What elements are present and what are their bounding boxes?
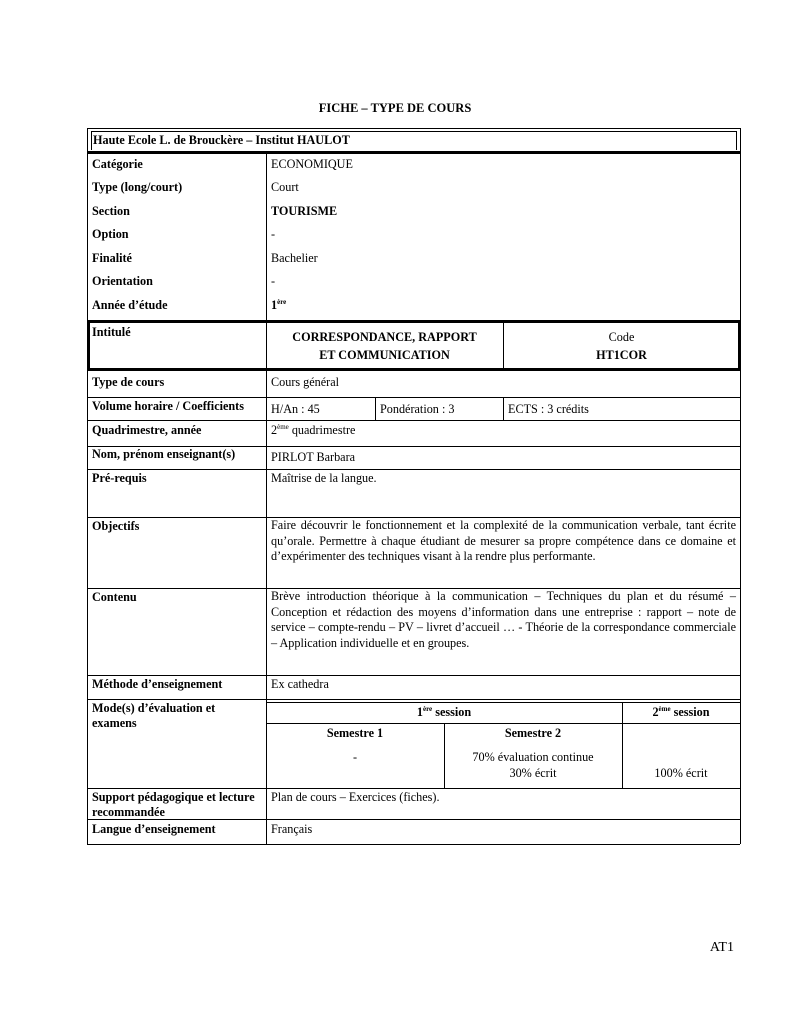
volume-ects: ECTS : 3 crédits — [508, 402, 589, 416]
annee-value: 1ère — [271, 297, 287, 312]
categorie-value: ECONOMIQUE — [271, 157, 353, 171]
institution-name: Haute Ecole L. de Brouckère – Institut HAULOT — [93, 133, 350, 147]
evaluation-label: Mode(s) d’évaluation et examens — [92, 701, 216, 730]
prerequis-value: Maîtrise de la langue. — [271, 471, 377, 485]
table-bottom-border — [87, 844, 740, 845]
table-top-border — [87, 128, 740, 129]
code-label: Code — [608, 330, 635, 344]
contenu-value: Brève introduction théorique à la communication – Techniques du plan et du résumé – Conception et rédaction des moyens d’information dans une entreprise : rapport – note de service – compte-rendu – PV – livret d’accueil … - Théorie de la correspondance commerciale – Application individuelle et en groupes. — [271, 589, 736, 650]
type-cours-value: Cours général — [271, 375, 340, 389]
categorie-label: Catégorie — [92, 157, 143, 171]
semestre2-header: Semestre 2 — [504, 726, 562, 740]
orientation-value: - — [271, 274, 276, 288]
document-title: FICHE – TYPE DE COURS — [318, 101, 472, 115]
option-value: - — [271, 227, 276, 241]
intitule-line2: ET COMMUNICATION — [319, 348, 450, 362]
semestre2-value-line1: 70% évaluation continue — [472, 750, 594, 764]
section-label: Section — [92, 204, 130, 218]
session2-header: 2ème session — [652, 704, 710, 719]
table-right-border — [740, 128, 741, 844]
session2-value: 100% écrit — [654, 766, 708, 780]
option-label: Option — [92, 227, 129, 241]
intitule-label: Intitulé — [92, 325, 131, 339]
table-left-border — [87, 128, 88, 844]
semestre2-value-line2: 30% écrit — [509, 766, 557, 780]
section-value: TOURISME — [271, 204, 338, 218]
volume-han: H/An : 45 — [271, 402, 320, 416]
intitule-line1: CORRESPONDANCE, RAPPORT — [292, 330, 477, 344]
enseignant-value: PIRLOT Barbara — [271, 450, 356, 464]
type-cours-label: Type de cours — [92, 375, 165, 389]
contenu-label: Contenu — [92, 590, 137, 604]
finalite-value: Bachelier — [271, 251, 318, 265]
volume-ponderation: Pondération : 3 — [380, 402, 455, 416]
methode-value: Ex cathedra — [271, 677, 329, 691]
semestre1-value: - — [352, 750, 358, 764]
support-label: Support pédagogique et lecture recommandée — [92, 790, 255, 819]
enseignant-label: Nom, prénom enseignant(s) — [92, 447, 236, 461]
objectifs-value: Faire découvrir le fonctionnement et la complexité de la communication verbale, tant écrite qu’orale. Permettre à chaque étudiant de mesurer sa propre compétence dans ce domaine et d’expérimenter des techniques visant à la rendre plus performante. — [271, 518, 736, 564]
page-footer-code: AT1 — [709, 940, 734, 955]
session1-header: 1ère session — [416, 704, 472, 719]
prerequis-label: Pré-requis — [92, 471, 147, 485]
objectifs-label: Objectifs — [92, 519, 140, 533]
quadrimestre-value: 2ème quadrimestre — [271, 422, 356, 437]
methode-label: Méthode d’enseignement — [92, 677, 223, 691]
quadrimestre-label: Quadrimestre, année — [92, 423, 202, 437]
orientation-label: Orientation — [92, 274, 153, 288]
type-label: Type (long/court) — [92, 180, 183, 194]
langue-label: Langue d’enseignement — [92, 822, 216, 836]
annee-label: Année d’étude — [92, 298, 168, 312]
finalite-label: Finalité — [92, 251, 132, 265]
volume-label: Volume horaire / Coefficients — [92, 399, 244, 413]
support-value: Plan de cours – Exercices (fiches). — [271, 790, 440, 804]
semestre1-header: Semestre 1 — [326, 726, 384, 740]
code-value: HT1COR — [596, 348, 647, 362]
type-value: Court — [271, 180, 299, 194]
langue-value: Français — [271, 822, 313, 836]
